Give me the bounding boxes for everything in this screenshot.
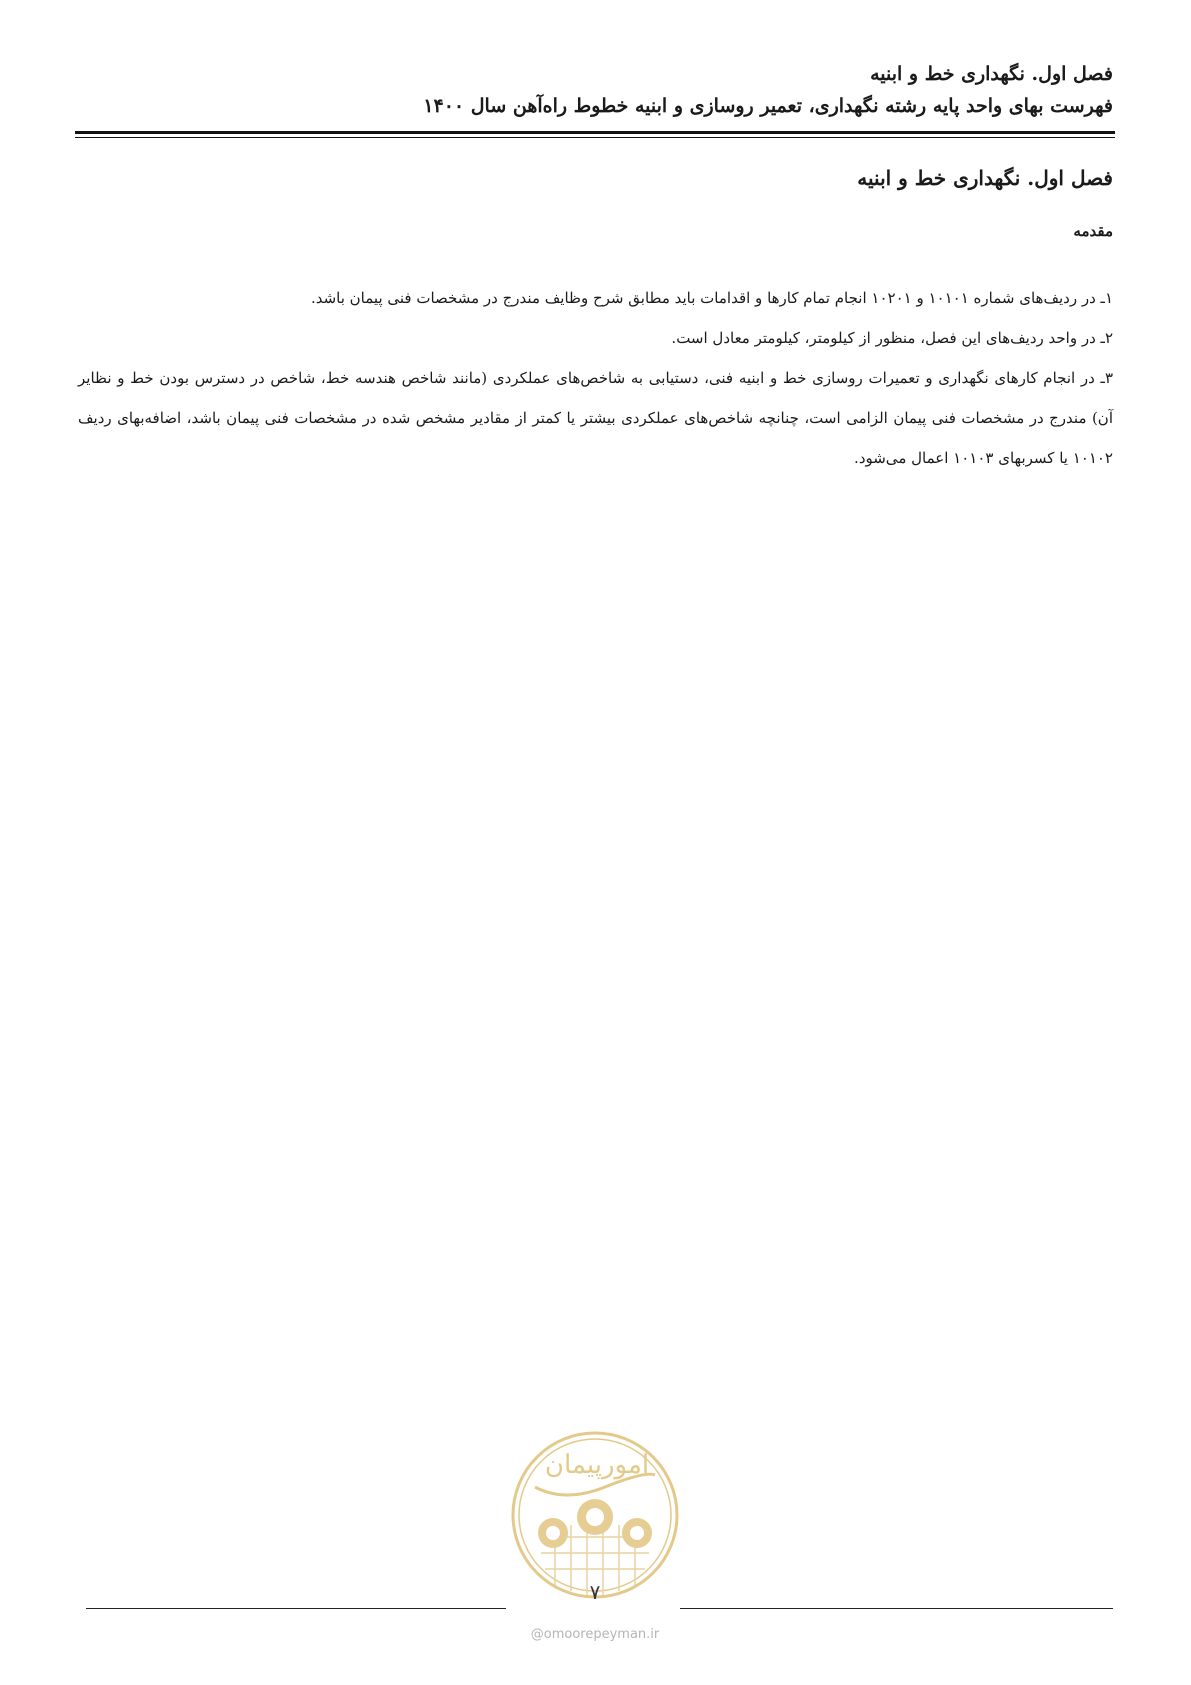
footer-rule-left xyxy=(86,1608,506,1609)
page-number: ۷ xyxy=(589,1580,601,1604)
paragraph-1: ۱ـ در ردیف‌های شماره ۱۰۱۰۱ و ۱۰۲۰۱ انجام تمام کارها و اقدامات باید مطابق شرح وظایف مندرج در مشخصات فنی پیمان باشد. xyxy=(310,289,1113,307)
paragraph-2: ۲ـ در واحد ردیف‌های این فصل، منظور از کیلومتر، کیلومتر معادل است. xyxy=(671,329,1113,347)
page-header xyxy=(78,58,1113,122)
intro-heading: مقدمه xyxy=(1073,222,1113,240)
site-watermark: @omoorepeyman.ir xyxy=(530,1627,660,1642)
watermark-logo-text: امورپیمان xyxy=(544,1450,650,1480)
watermark-logo-icon xyxy=(505,1425,685,1605)
intro-paragraphs xyxy=(78,278,1113,478)
header-document-title: فهرست بهای واحد پایه رشته نگهداری، تعمیر روسازی و ابنیه خطوط راه‌آهن سال ۱۴۰۰ xyxy=(423,95,1113,117)
paragraph-3: ۳ـ در انجام کارهای نگهداری و تعمیرات روسازی خط و ابنیه فنی، دستیابی به شاخص‌های عملکردی (مانند شاخص هندسه خط، شاخص در دسترس بودن خط و نظایر آن) مندرج در مشخصات فنی پیمان الزامی است، چنانچه شاخص‌های عملکردی بیشتر یا کمتر از مقادیر مشخص شده در مشخصات فنی پیمان باشد، اضافه‌بهای ردیف ۱۰۱۰۲ یا کسربهای ۱۰۱۰۳ اعمال می‌شود. xyxy=(78,369,1113,467)
watermark-logo xyxy=(505,1425,685,1605)
header-rule-thick xyxy=(75,131,1115,134)
section-title: فصل اول. نگهداری خط و ابنیه xyxy=(857,166,1113,190)
footer-rule-right xyxy=(680,1608,1113,1609)
header-rule-thin xyxy=(75,137,1115,138)
header-chapter-title: فصل اول. نگهداری خط و ابنیه xyxy=(870,63,1113,85)
